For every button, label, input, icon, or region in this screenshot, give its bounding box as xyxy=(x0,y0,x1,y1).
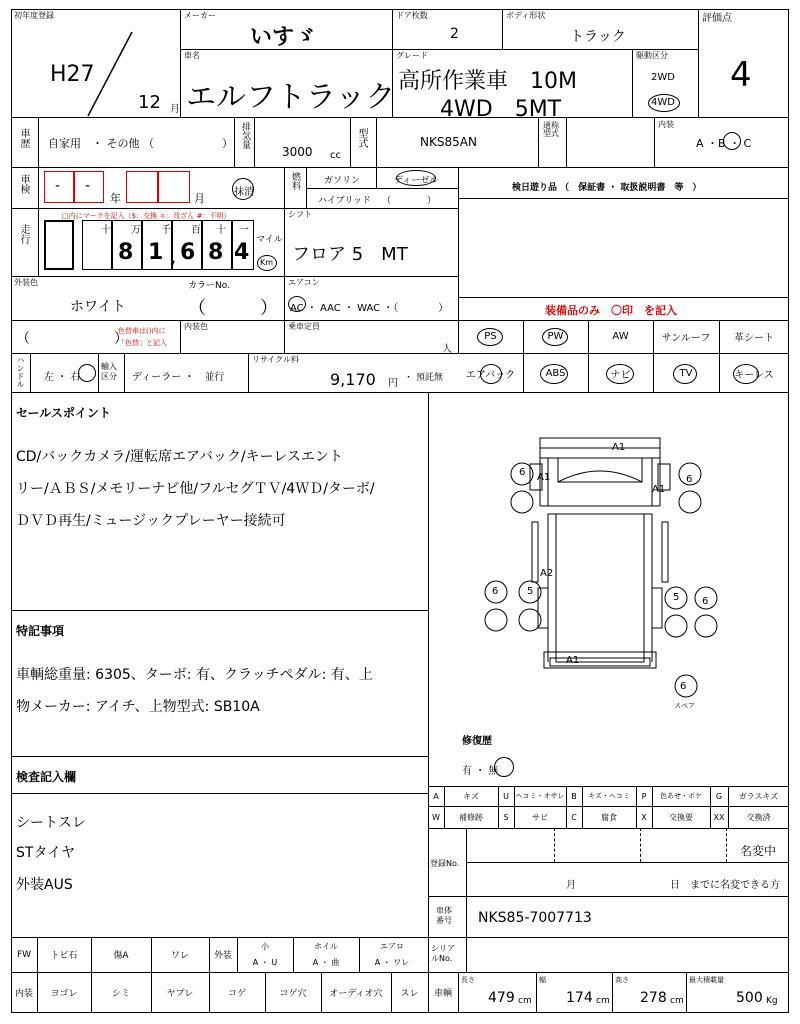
special-line-0: 車輌総重量: 6305、ターボ: 有、クラッチペダル: 有、上 xyxy=(16,667,373,683)
interior-item-6: スレ xyxy=(400,989,419,999)
tire-2: 6 xyxy=(492,586,499,597)
interior-item-0: ヨゴレ xyxy=(50,989,78,999)
width-unit: cm xyxy=(596,996,610,1006)
legend-r2-6: X xyxy=(641,812,647,822)
equip-navi: ナビ xyxy=(610,370,631,381)
car-name-value: エルフトラック xyxy=(186,80,396,115)
diesel-circle xyxy=(394,170,439,186)
legend-r2-0: W xyxy=(432,812,440,822)
handle-label: ハンドル xyxy=(16,356,25,388)
legend-r2-5: 腐食 xyxy=(601,812,617,822)
damage-label-3: A2 xyxy=(540,568,554,579)
recycle-label: リサイクル料 xyxy=(252,355,299,364)
interior-grade-label: 内装 xyxy=(658,120,674,129)
exterior-color-label: 外装色 xyxy=(14,278,38,287)
chassis-value: NKS85-7007713 xyxy=(478,910,592,926)
maker-value: いすゞ xyxy=(250,25,317,50)
small-value: A ・ U xyxy=(252,957,278,967)
chassis-label: 車体番号 xyxy=(436,906,452,926)
fw-item-1: 傷A xyxy=(113,951,129,961)
interior-grades: A ・B ・ C xyxy=(696,137,752,150)
color-no-paren: （ ） xyxy=(188,298,278,319)
recycle-unit: 円 xyxy=(388,378,398,389)
aircon-label: エアコン xyxy=(288,278,320,287)
shift-value: フロア 5 MT xyxy=(292,244,408,265)
ac-circle xyxy=(288,296,306,312)
recycle-value: 9,170 xyxy=(330,370,376,389)
equip-abs: ABS xyxy=(545,368,566,379)
drive-2wd: 2WD xyxy=(651,72,675,83)
load-unit: Kg xyxy=(766,996,778,1006)
history-label: 車歴 xyxy=(18,128,29,148)
equip-keyless-circle xyxy=(733,364,759,384)
mileage-note: □内にマークを記入（$：交換 ＊：改ざん #：不明） xyxy=(62,212,231,220)
fuel-diesel: ディーゼル xyxy=(394,176,439,186)
sales-line-0: CD/バックカメラ/運転席エアバック/キーレスエント xyxy=(16,449,343,465)
tire-1: 6 xyxy=(686,474,693,485)
legend-r1-1: キズ xyxy=(463,791,479,801)
inspection-line-2: 外装AUS xyxy=(16,877,73,893)
shift-label: シフト xyxy=(288,210,312,219)
interior-item-5: オーディオ穴 xyxy=(329,989,383,999)
handle-value: 左 ・ 右 xyxy=(44,372,81,383)
car-name-label: 車名 xyxy=(184,51,200,60)
equip-airbag-circle xyxy=(480,364,502,384)
equip-ps: PS xyxy=(484,331,497,342)
equip-sunroof: サンルーフ xyxy=(661,333,711,344)
import-label: 輸入区分 xyxy=(101,362,117,381)
fuel-gasoline: ガソリン xyxy=(324,176,361,186)
equip-abs-circle xyxy=(540,364,568,384)
sales-line-1: リー/ＡＢＳ/メモリーナビ他/フルセグＴＶ/4ＷＤ/ターボ/ xyxy=(16,481,375,497)
equip-keyless: キーレス xyxy=(734,370,774,381)
tire-4: 5 xyxy=(673,592,680,603)
color-note-2: 「色替」と記入 xyxy=(118,339,167,347)
serial-label: シリアルNo. xyxy=(431,944,455,964)
import-value: ディーラー ・ 並行 xyxy=(132,372,225,383)
shaken-dash-1: - xyxy=(55,178,61,194)
body-value: トラック xyxy=(570,29,626,45)
doors-value: 2 xyxy=(450,26,459,42)
date-slash xyxy=(80,30,140,120)
color-change-paren: （ ） xyxy=(16,331,128,347)
drive-label: 駆動区分 xyxy=(636,51,668,60)
mileage-digit-0: 8 xyxy=(118,240,134,265)
damage-label-1: A1 xyxy=(537,472,551,483)
mileage-unit-2: 千 xyxy=(161,225,171,236)
sales-line-2: ＤＶＤ再生/ミュージックプレーヤー接続可 xyxy=(16,513,286,529)
equip-tv-circle xyxy=(673,364,697,384)
repair-label: 修復歴 xyxy=(462,736,492,747)
equip-leather: 革シート xyxy=(734,333,774,344)
dims-label: 車輌 xyxy=(433,989,452,999)
registration-day: 日 までに名変できる方 xyxy=(670,880,780,891)
height-unit: cm xyxy=(670,996,684,1006)
shaken-erased: 抹消 xyxy=(234,187,254,198)
equip-navi-circle xyxy=(606,364,634,384)
fuel-label: 燃料 xyxy=(290,172,300,190)
equip-airbag: エアバック xyxy=(465,370,516,381)
repair-none-circle xyxy=(494,757,514,777)
mileage-digit-4: 4 xyxy=(234,240,250,265)
shaken-label: 車検 xyxy=(18,174,29,194)
registration-no-label: 登録No. xyxy=(430,859,460,868)
length-unit: cm xyxy=(518,996,532,1006)
fw-item-0: トビ石 xyxy=(50,951,78,961)
repair-value: 有 ・ 無 xyxy=(462,766,499,777)
spare-label: スペア xyxy=(674,702,695,710)
damage-label-0: A1 xyxy=(612,442,626,453)
fuel-hybrid-paren: （ ） xyxy=(382,196,437,206)
vehicle-diagram xyxy=(430,394,787,784)
special-line-1: 物メーカー: アイチ、上物型式: SB10A xyxy=(16,699,260,715)
common-model-label: 通称型式 xyxy=(543,121,559,138)
mileage-comma: , xyxy=(170,244,177,268)
mileage-digit-3: 8 xyxy=(208,240,224,265)
legend-r1-9: ガラスキズ xyxy=(738,791,779,801)
score-label: 評価点 xyxy=(702,13,732,24)
registration-month: 月 xyxy=(566,880,576,891)
legend-r2-7: 交換要 xyxy=(669,812,693,822)
first-reg-label: 初年度登録 xyxy=(14,11,54,20)
body-label: ボディ形状 xyxy=(506,11,546,20)
wheel-value: A ・ 曲 xyxy=(312,957,340,967)
mileage-km: Km xyxy=(260,258,274,267)
legend-r1-5: キズ・ヘコミ xyxy=(588,792,630,800)
inspection-line-1: STタイヤ xyxy=(16,845,76,861)
name-change-label: 名変中 xyxy=(740,844,777,858)
mileage-unit-5: 一 xyxy=(239,225,249,236)
history-close: ） xyxy=(222,137,233,150)
color-no-label: カラーNo. xyxy=(188,281,230,291)
legend-r2-1: 補修跡 xyxy=(459,812,483,822)
equipment-header: 装備品のみ 〇印 を記入 xyxy=(545,304,677,317)
load-value: 500 xyxy=(736,990,763,1006)
mileage-unit-1: 万 xyxy=(131,225,141,236)
mileage-mile: マイル xyxy=(256,235,283,245)
wheel-label: ホイル xyxy=(314,941,338,951)
interior-item-1: シミ xyxy=(111,989,130,999)
inspection-line-0: シートスレ xyxy=(16,815,86,831)
aircon-value: AC ・ AAC ・ WAC ・（ ） xyxy=(290,303,449,314)
exterior-color-value: ホワイト xyxy=(70,299,126,315)
legend-r2-8: XX xyxy=(713,812,725,822)
drive-4wd: 4WD xyxy=(651,97,675,108)
grade-label: グレード xyxy=(396,51,428,60)
legend-r2-2: S xyxy=(503,812,509,822)
legend-r1-7: 色あせ・ボケ xyxy=(660,792,702,800)
recycle-deposit: ・ 預託無 xyxy=(404,373,443,383)
tire-5: 6 xyxy=(702,596,709,607)
width-label: 幅 xyxy=(539,976,546,984)
height-label: 高さ xyxy=(615,976,629,984)
model-value: NKS85AN xyxy=(420,135,477,149)
capacity-unit: 人 xyxy=(442,344,452,355)
equip-aw: AW xyxy=(612,331,629,342)
mileage-digit-1: 1 xyxy=(148,240,164,265)
tire-3: 5 xyxy=(527,586,534,597)
length-value: 479 xyxy=(488,990,515,1006)
first-reg-month-unit: 月 xyxy=(170,104,180,115)
legend-r2-3: サビ xyxy=(532,812,548,822)
damage-label-4: A1 xyxy=(566,655,580,666)
shaken-month-unit: 月 xyxy=(194,192,205,205)
doors-label: ドア枚数 xyxy=(396,11,428,20)
legend-r1-8: G xyxy=(715,791,723,801)
history-text: 自家用 ・ その他 （ xyxy=(48,137,154,150)
tire-0: 6 xyxy=(519,467,526,478)
grade-line2: 4WD 5MT xyxy=(440,97,562,122)
width-value: 174 xyxy=(566,990,593,1006)
interior-item-3: コゲ xyxy=(227,989,246,999)
interior-item-2: ヤブレ xyxy=(166,989,194,999)
legend-r1-3: ヘコミ・オサレ xyxy=(515,792,565,800)
model-label: 型式 xyxy=(356,128,367,148)
docs-label: 検日遊り品 （ 保証書 ・ 取扱説明書 等 ） xyxy=(512,183,702,193)
special-title: 特記事項 xyxy=(16,624,65,638)
legend-r2-9: 交換済 xyxy=(746,812,771,822)
aero-label: エアロ xyxy=(380,941,404,951)
capacity-label: 乗車定員 xyxy=(288,322,320,331)
equip-pw: PW xyxy=(547,331,564,342)
equip-pw-circle xyxy=(542,328,568,346)
tire-6: 6 xyxy=(680,681,687,692)
mileage-unit-4: 十 xyxy=(216,225,226,236)
bottom-exterior-label: 外装 xyxy=(213,951,232,961)
interior-item-4: コゲ穴 xyxy=(279,989,307,999)
mileage-label: 走行 xyxy=(18,224,29,244)
legend-r2-4: C xyxy=(571,812,577,822)
inspection-title: 検査記入欄 xyxy=(16,770,77,784)
legend-r1-2: U xyxy=(503,791,509,801)
first-reg-month: 12 xyxy=(138,92,161,113)
score-value: 4 xyxy=(730,55,752,95)
length-label: 長さ xyxy=(461,976,475,984)
color-note-1: 色替車は()内に xyxy=(118,327,166,335)
fw-item-2: ワレ xyxy=(170,951,189,961)
equip-ps-circle xyxy=(477,328,503,346)
mileage-digit-box-0 xyxy=(44,220,74,270)
displacement-unit: cc xyxy=(330,150,341,161)
sales-points-title: セールスポイント xyxy=(16,406,111,420)
fw-label: FW xyxy=(16,949,32,960)
load-label: 最大積載量 xyxy=(689,976,724,984)
small-label: 小 xyxy=(261,941,269,951)
legend-r1-0: A xyxy=(433,791,439,801)
mileage-unit-3: 百 xyxy=(191,225,201,236)
displacement-value: 3000 xyxy=(282,145,313,159)
interior-color-label: 内装色 xyxy=(184,322,208,331)
first-reg-year: H27 xyxy=(50,62,95,87)
equip-tv: TV xyxy=(679,368,693,379)
fuel-hybrid: ハイブリッド xyxy=(318,196,372,206)
shaken-dash-2: - xyxy=(85,178,91,194)
damage-label-2: A1 xyxy=(652,484,666,495)
legend-r1-6: P xyxy=(641,791,647,801)
mileage-digit-2: 6 xyxy=(180,240,196,265)
grade-line1: 高所作業車 10M xyxy=(398,69,577,94)
displacement-label: 排気量 xyxy=(240,122,250,149)
aero-value: A ・ ワレ xyxy=(374,957,410,967)
maker-label: メーカー xyxy=(184,11,216,20)
bottom-interior-label: 内装 xyxy=(14,989,33,999)
legend-r1-4: B xyxy=(571,791,577,801)
handle-right-circle xyxy=(78,364,96,382)
mileage-unit-0: 十 xyxy=(101,225,111,236)
height-value: 278 xyxy=(640,990,667,1006)
shaken-year-unit: 年 xyxy=(110,192,121,205)
